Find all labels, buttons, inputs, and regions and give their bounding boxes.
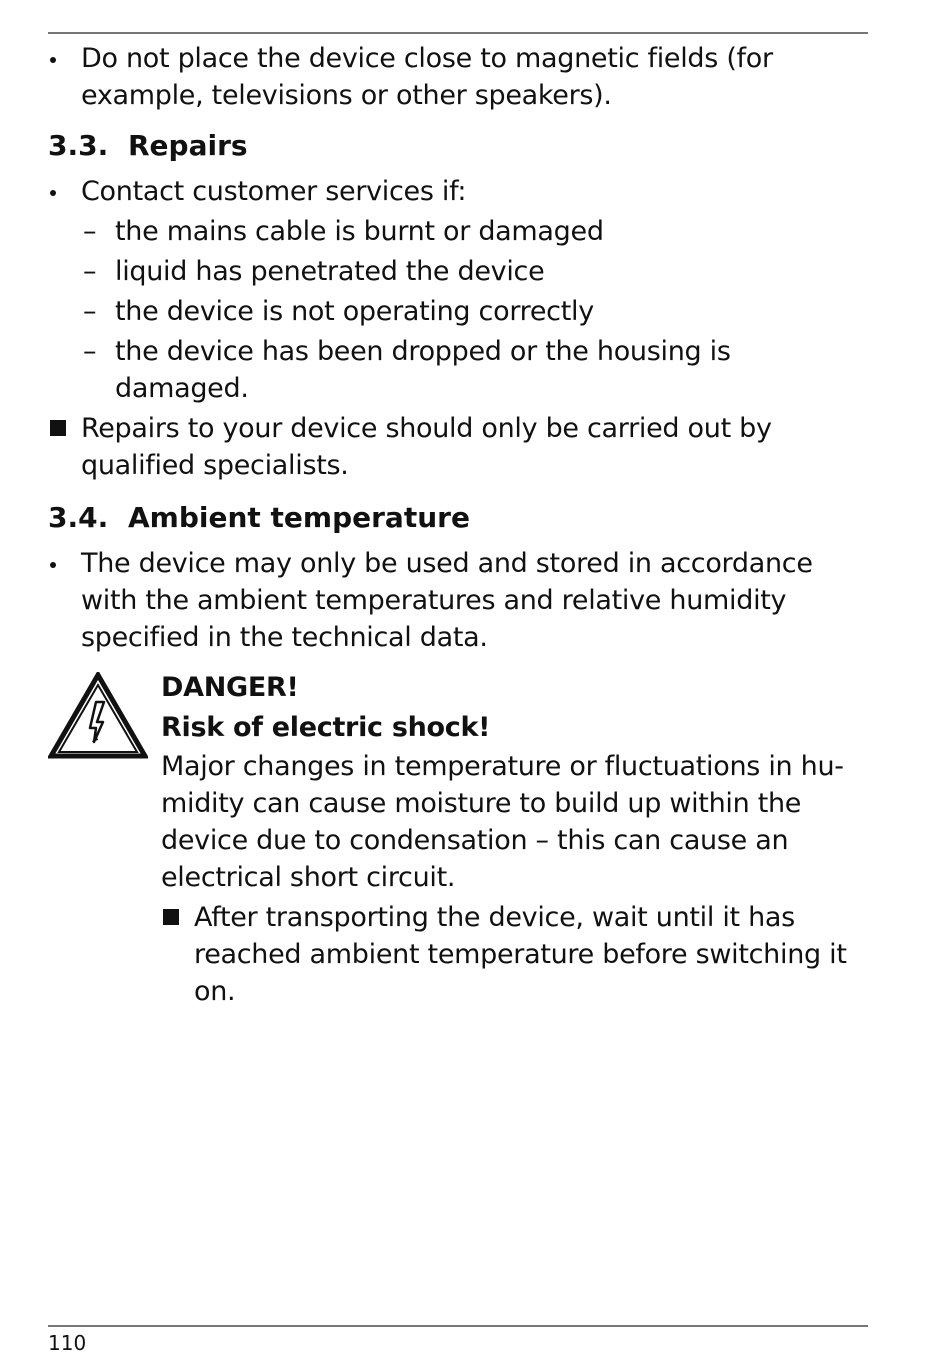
list-item [161, 899, 868, 1010]
bottom-rule [48, 1325, 868, 1327]
contact-bullet-text: Contact customer services if: [81, 176, 467, 207]
dash-mark: – [83, 256, 97, 287]
dash-mark: – [83, 216, 97, 247]
list-item [48, 410, 868, 484]
bullet-dot [48, 173, 81, 210]
repairs-note-text: Repairs to your device should only be carried out by qualified specialists. [81, 413, 772, 481]
danger-title: DANGER! [161, 672, 299, 703]
top-rule [48, 32, 868, 34]
section-number: 3.3. [48, 129, 109, 162]
electric-shock-warning-icon [48, 672, 148, 760]
danger-body: Major changes in temperature or fluctuations in hu-midity can cause moisture to build up within the device due to condensation – this can cause an electrical short circuit. [161, 751, 844, 893]
dash-mark: – [83, 336, 97, 367]
dash-list-item [48, 253, 868, 290]
list-item [48, 173, 868, 210]
square-bullet-icon [48, 410, 81, 447]
section-heading-repairs [48, 127, 868, 164]
bullet-dot [48, 545, 81, 582]
section-title: Ambient temperature [128, 501, 470, 534]
section-heading-ambient [48, 499, 868, 536]
list-item [48, 40, 868, 114]
ambient-bullet-text: The device may only be used and stored in accordance with the ambient temperatures and relative humidity specified in the technical data. [81, 548, 813, 653]
page-content [48, 40, 868, 1010]
dash-list-item [48, 293, 868, 330]
dash-list-item [48, 213, 868, 250]
page-number: 110 [48, 1331, 87, 1355]
dash-item-text: the mains cable is burnt or damaged [115, 216, 604, 247]
section-number: 3.4. [48, 501, 109, 534]
dash-item-text: liquid has penetrated the device [115, 256, 545, 287]
danger-subtitle: Risk of electric shock! [161, 712, 491, 743]
danger-warning-block [48, 668, 868, 1010]
bullet-dot [48, 40, 81, 77]
list-item [48, 545, 868, 656]
dash-item-text: the device has been dropped or the housing is damaged. [115, 336, 731, 404]
danger-action-text: After transporting the device, wait until it has reached ambient temperature before switching it on. [194, 902, 847, 1007]
dash-item-text: the device is not operating correctly [115, 296, 594, 327]
square-bullet-icon [161, 899, 194, 936]
dash-mark: – [83, 296, 97, 327]
section-title: Repairs [128, 129, 248, 162]
dash-list-item [48, 333, 868, 407]
intro-bullet-text: Do not place the device close to magnetic fields (for example, televisions or other speakers). [81, 43, 773, 111]
